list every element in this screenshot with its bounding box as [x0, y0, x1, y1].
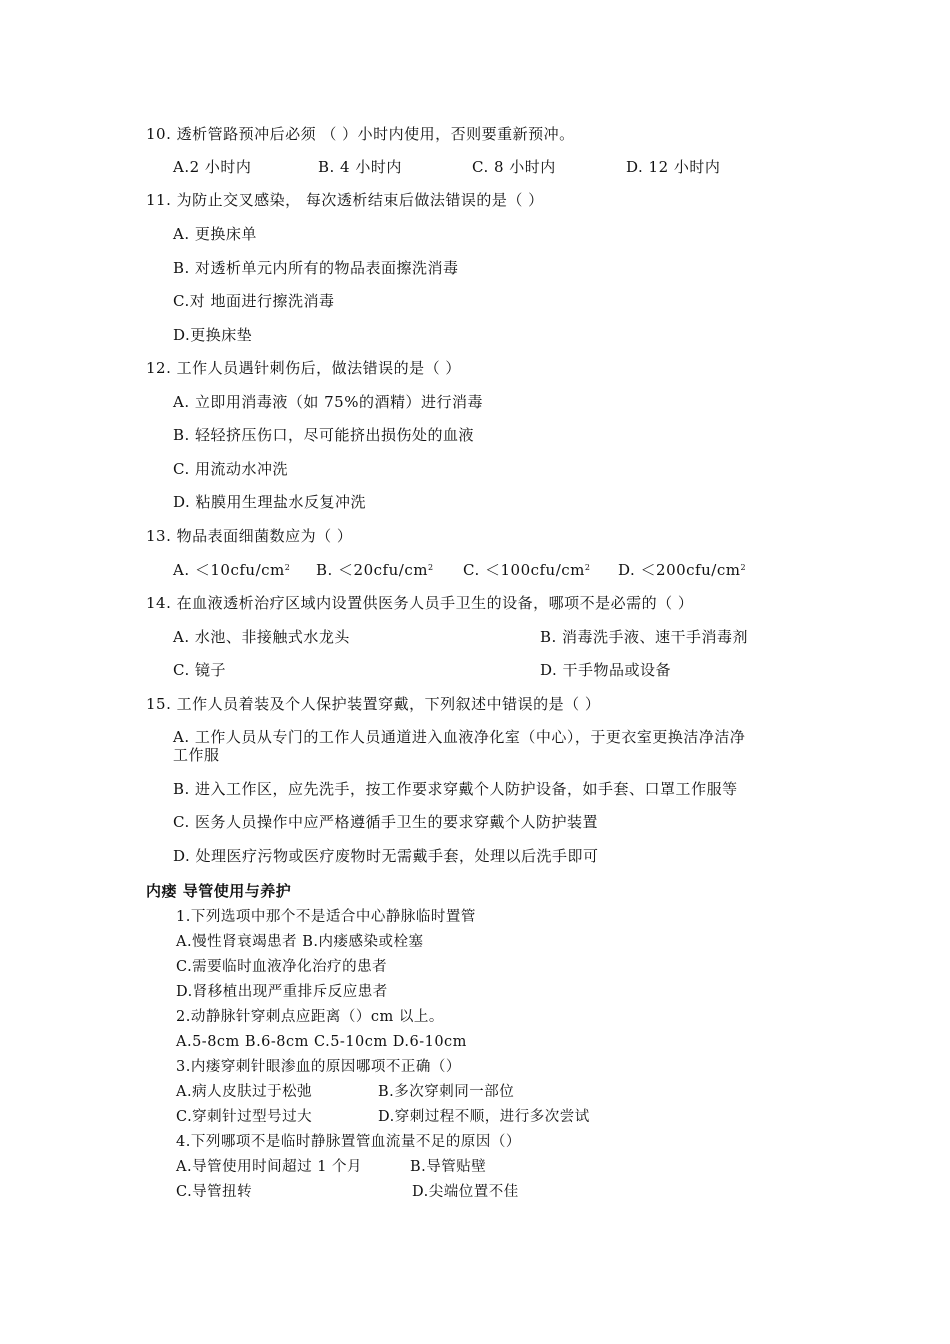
s4-option-a: A.导管使用时间超过 1 个月 [176, 1159, 363, 1175]
q13-option-b: B. $<20cfu/cm^2$ [316, 561, 434, 579]
q13-option-a: A. $<10cfu/cm^2$ [173, 561, 291, 579]
q14-option-c: C. 镜子 [173, 661, 226, 679]
s2-stem: 2.动静脉针穿刺点应距离（）cm 以上。 [176, 1009, 444, 1025]
q13-stem: 13. 物品表面细菌数应为（ ） [146, 527, 353, 545]
q12-option-b: B. 轻轻挤压伤口，尽可能挤出损伤处的血液 [173, 426, 475, 444]
q15-option-c: C. 医务人员操作中应严格遵循手卫生的要求穿戴个人防护装置 [173, 813, 598, 831]
s4-option-d: D.尖端位置不佳 [412, 1184, 519, 1200]
superscript: 2 [584, 563, 591, 572]
q12-option-a: A. 立即用消毒液（如 75%的酒精）进行消毒 [173, 393, 483, 411]
q12-option-d: D. 粘膜用生理盐水反复冲洗 [173, 493, 367, 511]
q15-option-a-cont: 工作服 [173, 746, 220, 764]
q14-option-d: D. 干手物品或设备 [540, 661, 672, 679]
q10-option-c: C. 8 小时内 [472, 158, 556, 176]
superscript: 2 [284, 563, 291, 572]
q11-option-c: C.对 地面进行擦洗消毒 [173, 292, 335, 310]
superscript: 2 [740, 563, 747, 572]
q11-option-b: B. 对透析单元内所有的物品表面擦洗消毒 [173, 259, 459, 277]
q12-option-c: C. 用流动水冲洗 [173, 460, 288, 478]
q15-stem: 15. 工作人员着装及个人保护装置穿戴，下列叙述中错误的是（ ） [146, 695, 601, 713]
q15-option-d: D. 处理医疗污物或医疗废物时无需戴手套，处理以后洗手即可 [173, 847, 599, 865]
superscript: 2 [427, 563, 434, 572]
section-heading: 内瘘 导管使用与养护 [146, 882, 292, 900]
s4-option-b: B.导管贴壁 [410, 1159, 487, 1175]
q10-stem: 10. 透析管路预冲后必须 （ ）小时内使用，否则要重新预冲。 [146, 125, 575, 143]
s1-options-ab: A.慢性肾衰竭患者 B.内瘘感染或栓塞 [176, 934, 424, 950]
q13-option-c: C. $<100cfu/cm^2$ [463, 561, 591, 579]
q12-stem: 12. 工作人员遇针刺伤后，做法错误的是（ ） [146, 359, 461, 377]
q15-option-a: A. 工作人员从专门的工作人员通道进入血液净化室（中心），于更衣室更换洁净洁净 [173, 728, 746, 746]
s4-stem: 4.下列哪项不是临时静脉置管血流量不足的原因（） [176, 1134, 521, 1150]
q10-option-a: A.2 小时内 [173, 158, 252, 176]
s3-option-a: A.病人皮肤过于松弛 [176, 1084, 313, 1100]
q14-option-a: A. 水池、非接触式水龙头 [173, 628, 350, 646]
s3-option-c: C.穿刺针过型号过大 [176, 1109, 313, 1125]
q11-option-d: D.更换床垫 [173, 326, 253, 344]
q11-option-a: A. 更换床单 [173, 225, 257, 243]
s1-option-d: D.肾移植出现严重排斥反应患者 [176, 984, 388, 1000]
q14-option-b: B. 消毒洗手液、速干手消毒剂 [540, 628, 749, 646]
s3-option-b: B.多次穿刺同一部位 [378, 1084, 515, 1100]
s3-stem: 3.内瘘穿刺针眼渗血的原因哪项不正确（） [176, 1059, 461, 1075]
q13-option-d: D. $<200cfu/cm^2$ [618, 561, 747, 579]
s3-option-d: D.穿刺过程不顺，进行多次尝试 [378, 1109, 590, 1125]
q10-option-d: D. 12 小时内 [626, 158, 721, 176]
q15-option-b: B. 进入工作区，应先洗手，按工作要求穿戴个人防护设备，如手套、口罩工作服等 [173, 780, 738, 798]
s1-stem: 1.下列选项中那个不是适合中心静脉临时置管 [176, 909, 476, 925]
q10-option-b: B. 4 小时内 [318, 158, 402, 176]
s1-option-c: C.需要临时血液净化治疗的患者 [176, 959, 388, 975]
q11-stem: 11. 为防止交叉感染， 每次透析结束后做法错误的是（ ） [146, 191, 544, 209]
q14-stem: 14. 在血液透析治疗区域内设置供医务人员手卫生的设备，哪项不是必需的（ ） [146, 594, 694, 612]
s2-options: A.5-8cm B.6-8cm C.5-10cm D.6-10cm [176, 1034, 467, 1050]
s4-option-c: C.导管扭转 [176, 1184, 253, 1200]
